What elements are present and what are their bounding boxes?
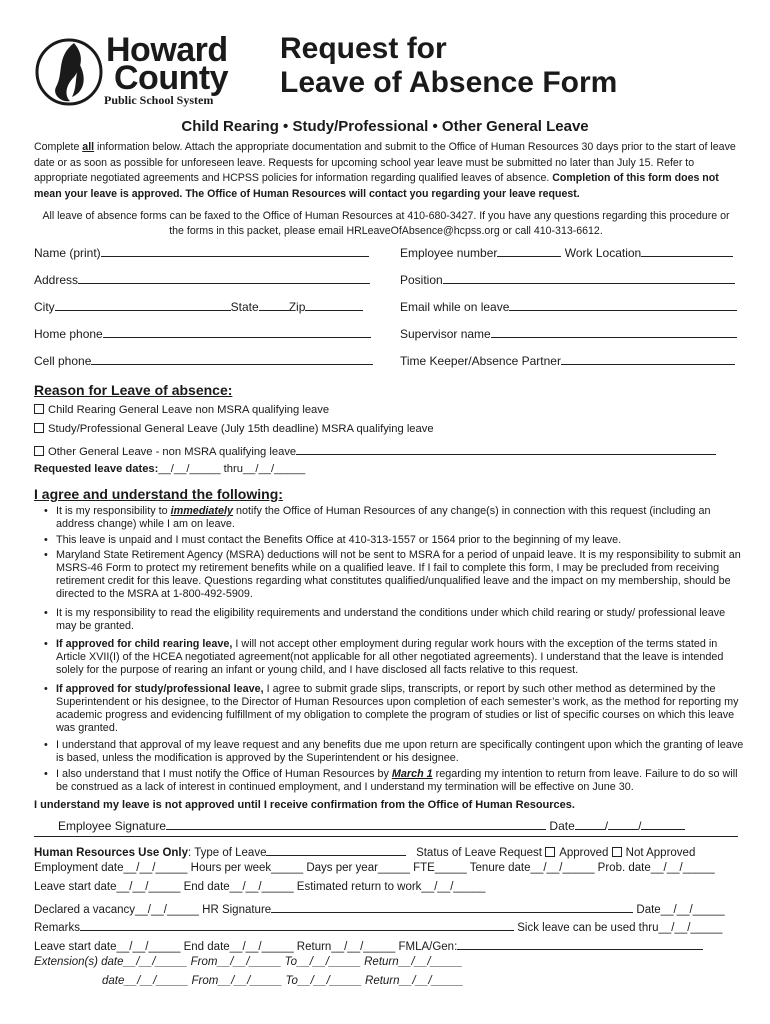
supervisor-field[interactable]: Supervisor name (400, 325, 737, 341)
title-line1: Request for (280, 32, 447, 65)
agree-item: • If approved for child rearing leave, I will not accept other employment during regular work hours with the exception of the terms stated in Article XVII(I) of the HCEA negotiated agreement(not applicable for all other negotiated agreements). I understand that the leave is intended solely for the purpose of rearing an infant or young child, and I have disclosed all facts relative to this request. (44, 638, 724, 676)
hr-leave-dates-row[interactable]: Leave start date__/__/_____ End date__/__/_____ Estimated return to work__/__/_____ (34, 881, 486, 893)
cell-phone-field[interactable]: Cell phone (34, 352, 373, 368)
fmla-input[interactable] (457, 937, 703, 950)
hcpss-logo (34, 31, 259, 110)
agree-item: • This leave is unpaid and I must contact the Benefits Office at 410-313-1557 or 1564 prior to the beginning of my leave. (44, 534, 622, 546)
home-phone-input[interactable] (103, 325, 371, 338)
checkbox-icon[interactable] (34, 446, 44, 456)
type-of-leave-input[interactable] (266, 843, 406, 856)
address-field[interactable]: Address (34, 271, 370, 287)
divider (34, 836, 738, 837)
employee-signature-field[interactable]: Employee Signature Date / / (58, 817, 685, 833)
hr-employment-row[interactable]: Employment date__/__/_____ Hours per week_____ Days per year_____ FTE_____ Tenure date__/__/_____ Prob. date__/__/_____ (34, 862, 715, 874)
home-phone-field[interactable]: Home phone (34, 325, 371, 341)
hr-extension-row[interactable]: Extension(s) date__/__/_____ From__/__/_____ To__/__/_____ Return__/__/_____ (34, 956, 463, 968)
fax-instructions: All leave of absence forms can be faxed to the Office of Human Resources at 410-680-3427. If you have any questions regarding this procedure or the forms in this packet, please email HRLeaveOfAbsence@hcpss.org or call 410-313-6612. (42, 210, 730, 237)
hr-vacancy-row[interactable]: Declared a vacancy__/__/_____ HR Signature Date__/__/_____ (34, 900, 725, 916)
signature-input[interactable] (166, 817, 546, 830)
agree-item: • I also understand that I must notify the Office of Human Resources by March 1 regarding my intention to return from leave. Failure to do so will be construed as a lack of interest in continued employment, and I understand my termination will be effective on June 30. (44, 768, 738, 793)
email-field[interactable]: Email while on leave (400, 298, 737, 314)
requested-leave-dates[interactable]: Requested leave dates:__/__/_____ thru__/__/_____ (34, 463, 306, 475)
hr-extension-row-2[interactable]: date__/__/_____ From__/__/_____ To__/__/_____ Return__/__/_____ (102, 975, 464, 987)
flame-seal-icon (34, 35, 104, 110)
option-study-professional[interactable]: Study/Professional General Leave (July 15th deadline) MSRA qualifying leave (34, 423, 434, 435)
hr-remarks-row[interactable]: Remarks Sick leave can be used thru__/__/_____ (34, 918, 722, 934)
cell-phone-input[interactable] (91, 352, 373, 365)
zip-input[interactable] (305, 298, 363, 311)
logo-public-school-system: Public School System (104, 93, 214, 107)
not-approved-checkbox-icon[interactable] (612, 847, 622, 857)
agree-heading: I agree and understand the following: (34, 486, 283, 502)
hr-type-of-leave[interactable]: Human Resources Use Only: Type of Leave Status of Leave Request Approved Not Approved (34, 843, 695, 859)
approved-checkbox-icon[interactable] (545, 847, 555, 857)
employee-number-field[interactable]: Employee number Work Location (400, 244, 733, 260)
logo-howard: Howard (106, 31, 228, 69)
option-other-general[interactable]: Other General Leave - non MSRA qualifying leave (34, 442, 716, 458)
position-field[interactable]: Position (400, 271, 735, 287)
agree-item: • I understand that approval of my leave request and any benefits due me upon return are specifically contingent upon which the granting of leave is based, unless the modification is approved by the Superintendent or his designee. (44, 739, 744, 764)
agree-item: • It is my responsibility to immediately notify the Office of Human Resources of any change(s) in connection with this request (including an address change) while I am on leave. (44, 505, 711, 530)
hr-leave-start-row[interactable]: Leave start date__/__/_____ End date__/__/_____ Return__/__/_____ FMLA/Gen: (34, 937, 703, 953)
checkbox-icon[interactable] (34, 404, 44, 414)
position-input[interactable] (443, 271, 735, 284)
agree-item: • It is my responsibility to read the eligibility requirements and understand the conditions under which child rearing or study/ professional leave may be granted. (44, 607, 726, 632)
address-input[interactable] (78, 271, 370, 284)
checkbox-icon[interactable] (34, 423, 44, 433)
city-state-zip-field[interactable]: City State Zip (34, 298, 363, 314)
option-child-rearing[interactable]: Child Rearing General Leave non MSRA qualifying leave (34, 404, 329, 416)
form-subtitle: Child Rearing • Study/Professional • Other General Leave (181, 118, 589, 135)
timekeeper-field[interactable]: Time Keeper/Absence Partner (400, 352, 735, 368)
agree-item: • If approved for study/professional leave, I agree to submit grade slips, transcripts, or report by such other method as determined by the Superintendent or his designee, to the Director of Human Resources upon completion of each semester’s work, as the method for reporting my academic progress and evidencing fulfillment of my obligation to complete the program of studies or list of specific courses on which this leave was granted. (44, 683, 739, 734)
employee-number-input[interactable] (497, 244, 561, 257)
state-input[interactable] (259, 298, 289, 311)
date-month-input[interactable] (575, 817, 605, 830)
email-input[interactable] (509, 298, 737, 311)
form-title (280, 32, 617, 100)
city-input[interactable] (55, 298, 231, 311)
work-location-input[interactable] (641, 244, 733, 257)
logo-county: County (114, 59, 229, 97)
timekeeper-input[interactable] (561, 352, 735, 365)
intro-paragraph: Complete all information below. Attach the appropriate documentation and submit to the Office of Human Resources 30 days prior to the start of leave date or as soon as possible for unforeseen leave. Requests for upcoming school year leave must be submitted no later than July 15. Refer to appropriate negotiated agreements and HCPSS policies for information regarding qualified leaves of absence. Completion of this form does not mean your leave is approved. The Office of Human Resources will contact you regarding your leave request. (34, 141, 736, 200)
remarks-input[interactable] (80, 918, 514, 931)
supervisor-input[interactable] (491, 325, 737, 338)
date-day-input[interactable] (608, 817, 638, 830)
reason-heading: Reason for Leave of absence: (34, 382, 233, 398)
name-input[interactable] (101, 244, 369, 257)
agree-item: • Maryland State Retirement Agency (MSRA) deductions will not be sent to MSRA for a period of unpaid leave. It is my responsibility to submit an MSRS-46 Form to protect my retirement benefits while on a qualified leave. If I fail to complete this form, I may be precluded from receiving retirement credit for this leave. Questions regarding what constitutes qualified/unqualified leave and the impact on my membership, should be directed to the MSRA at 1-800-492-5909. (44, 549, 741, 600)
hr-signature-input[interactable] (271, 900, 633, 913)
date-year-input[interactable] (641, 817, 685, 830)
name-field[interactable]: Name (print) (34, 244, 369, 260)
approval-notice: I understand my leave is not approved until I receive confirmation from the Office of Human Resources. (34, 799, 575, 811)
other-leave-input[interactable] (296, 442, 716, 455)
title-line2: Leave of Absence Form (280, 66, 618, 99)
